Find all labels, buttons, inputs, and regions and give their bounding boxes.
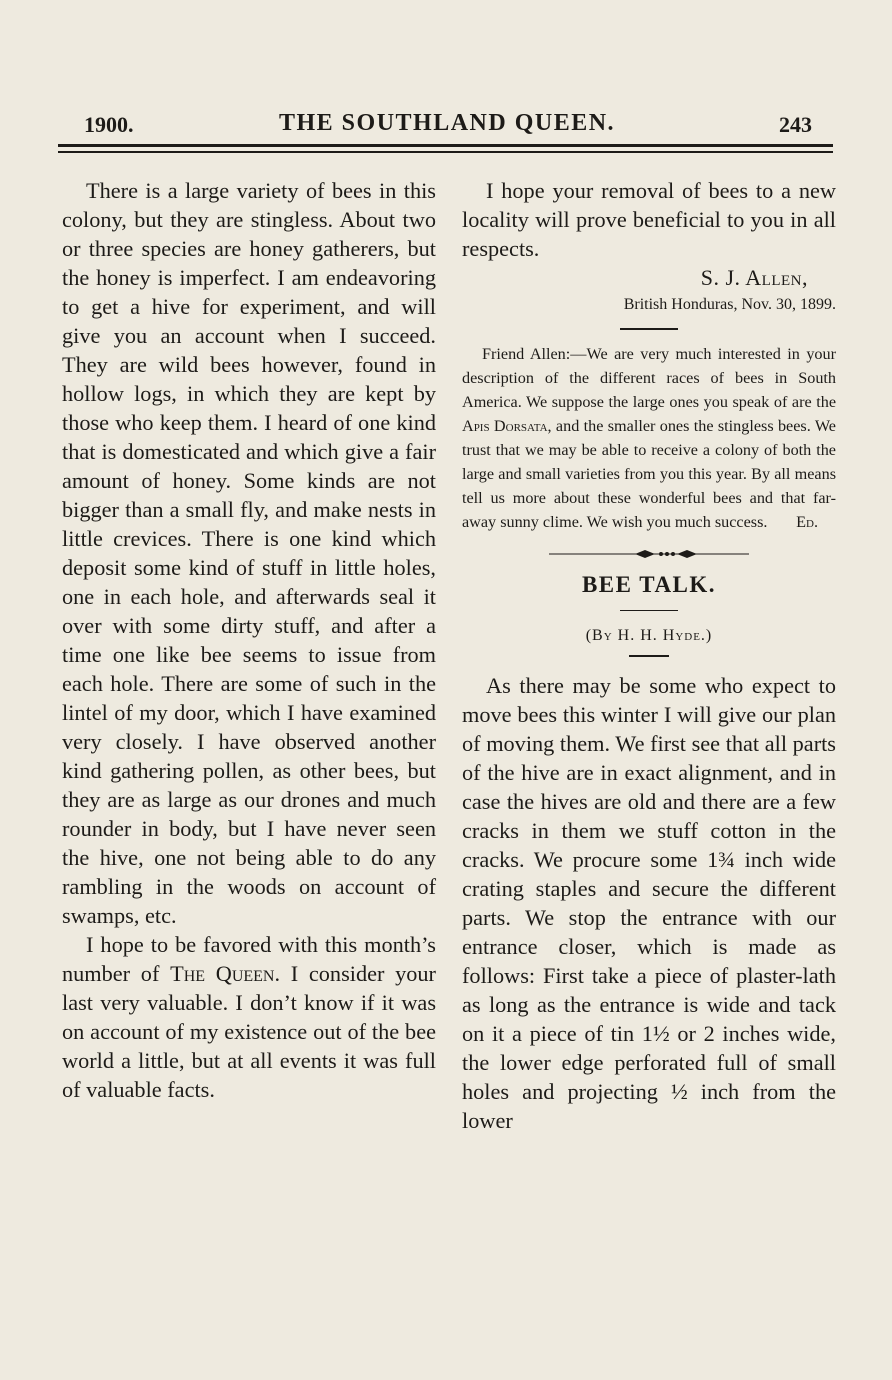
queen-title: The Queen. bbox=[170, 961, 281, 986]
editor-reply-end: , and the smaller ones the stingless bees. We trust that we may be able to receive a colony of both the large and small varieties from you this year. By all means tell us more about these wonderful bees and that far-away sunny clime. We wish you much success. bbox=[462, 416, 836, 531]
editor-reply-start: Friend Allen:—We are very much interested in your description of the different races of bees in South America. We suppose the large ones you speak of are the bbox=[462, 344, 836, 411]
paragraph-moving-bees: As there may be some who expect to move bees this winter I will give our plan of moving them. We first see that all parts of the hive are in exact alignment, and in case the hives are old and there are a few cracks in them we stuff cotton in the cracks. We procure some 1¾ inch wide crating staples and secure the different parts. We stop the entrance with our entrance closer, which is made as follows: First take a piece of plaster-lath as long as the entrance is wide and tack on it a piece of tin 1½ or 2 inches wide, the lower edge perforated full of small holes and projecting ½ inch from the lower bbox=[462, 672, 836, 1133]
header-rule-thick bbox=[58, 144, 833, 147]
paragraph-queen-praise-end: I consider your last very valuable. I don’t know if it was on account of my existence out of the bee world a little, but at all events it was full of valuable facts. bbox=[62, 961, 436, 1102]
divider-rule bbox=[620, 328, 678, 330]
apis-dorsata: Apis Dorsata bbox=[462, 416, 548, 435]
header-year: 1900. bbox=[84, 112, 134, 137]
paragraph-queen-praise bbox=[62, 930, 436, 1104]
title-rule bbox=[620, 610, 678, 612]
right-column bbox=[462, 176, 836, 1135]
editor-reply bbox=[462, 342, 836, 534]
paragraph-bee-varieties: There is a large variety of bees in this colony, but they are stingless. About two or three species are honey gatherers, but the honey is imperfect. I am endeavoring to get a hive for experiment, and will give you an account when I succeed. They are wild bees however, found in hollow logs, in which they are kept by those who keep them. I heard of one kind that is domesticated and which give a fair amount of honey. Some kinds are not bigger than a small fly, and make nests in little crevices. There is one kind which deposit some kind of stuff in little holes, one in each hole, and afterwards seal it over with some dirty stuff, and after a time one like bee seems to issue from each hole. There are some of such in the lintel of my door, which I have examined very closely. I have observed another kind gathering pollen, as other bees, but they are as large as our drones and much rounder in body, but I have never seen the hive, one not being able to do any rambling in the woods on account of swamps, etc. bbox=[62, 178, 436, 928]
left-column bbox=[62, 176, 436, 1104]
page-header bbox=[84, 108, 812, 144]
editor-sign: Ed. bbox=[796, 512, 818, 531]
header-rule-thin bbox=[58, 151, 833, 153]
header-title: THE SOUTHLAND QUEEN. bbox=[279, 110, 616, 136]
signature-location-date: British Honduras, Nov. 30, 1899. bbox=[623, 296, 836, 313]
signature: S. J. Allen, bbox=[700, 265, 808, 290]
byline-rule bbox=[629, 655, 669, 657]
paragraph-removal: I hope your removal of bees to a new locality will prove beneficial to you in all respects. bbox=[462, 178, 836, 261]
byline: (By H. H. Hyde.) bbox=[585, 627, 713, 644]
paragraph-queen-praise-start: I hope to be favored with this month’s number of bbox=[62, 932, 436, 986]
section-title: BEE TALK. bbox=[581, 571, 717, 597]
page-number: 243 bbox=[779, 112, 812, 137]
ornament-divider bbox=[549, 548, 749, 560]
